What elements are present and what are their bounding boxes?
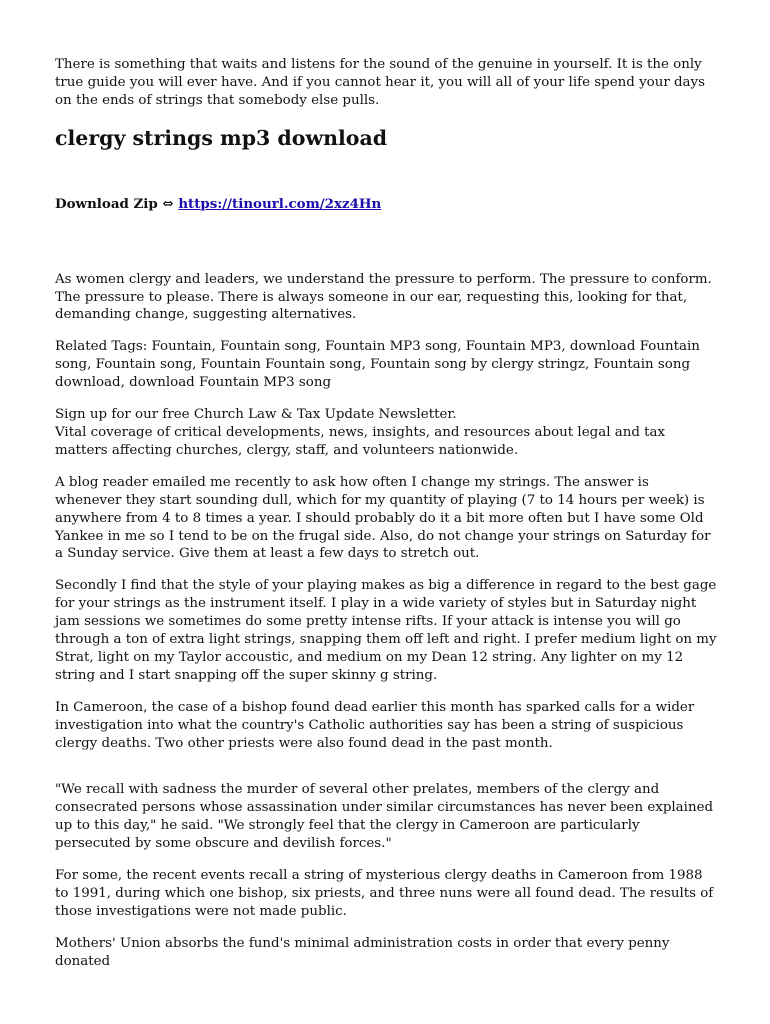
paragraph: "We recall with sadness the murder of several other prelates, members of the clergy and consecrated persons whose assassination under similar circumstances has never been explained up to this day," he said. "We strongly feel that the clergy in Cameroon are particularly persecuted by some obscure and devilish forces." — [55, 782, 714, 852]
paragraph: Related Tags: Fountain, Fountain song, Fountain MP3 song, Fountain MP3, download Fountain song, Fountain song, Fountain Fountain song, Fountain song by clergy stringz, Fountain song download, download Fountain MP3 song — [55, 339, 700, 391]
download-link[interactable]: https://tinourl.com/2xz4Hn — [178, 195, 382, 212]
paragraph: Secondly I find that the style of your playing makes as big a difference in regard to the best gage for your strings as the instrument itself. I play in a wide variety of styles but in Saturday night jam sessions we sometimes do some pretty intense rifts. If your attack is intense you will go through a ton of extra light strings, snapping them off left and right. I prefer medium light on my Strat, light on my Taylor accoustic, and medium on my Dean 12 string. Any lighter on my 12 string and I start snapping off the super skinny g string. — [55, 578, 717, 683]
download-line — [55, 196, 717, 214]
paragraph: A blog reader emailed me recently to ask how often I change my strings. The answer is whenever they start sounding dull, which for my quantity of playing (7 to 14 hours per week) is anywhere from 4 to 8 times a year. I should probably do it a bit more often but I have some Old Yankee in me so I tend to be on the frugal side. Also, do not change your strings on Saturday for a Sunday service. Give them at least a few days to stretch out. — [55, 474, 711, 562]
paragraph: For some, the recent events recall a string of mysterious clergy deaths in Cameroon from 1988 to 1991, during which one bishop, six priests, and three nuns were all found dead. The results of those investigations were not made public. — [55, 868, 714, 919]
intro-paragraph: There is something that waits and listens for the sound of the genuine in yourself. It is the only true guide you will ever have. And if you cannot hear it, you will all of your life spend your days on the ends of strings that somebody else pulls. — [55, 57, 705, 108]
paragraph: Mothers' Union absorbs the fund's minimal administration costs in order that every penny donated — [55, 935, 670, 969]
document-body — [55, 56, 717, 971]
paragraph: In Cameroon, the case of a bishop found dead earlier this month has sparked calls for a wider investigation into what the country's Catholic authorities say has been a string of suspicious clergy deaths. Two other priests were also found dead in the past month. — [55, 699, 695, 751]
page-title: clergy strings mp3 download — [55, 125, 388, 150]
paragraph: Sign up for our free Church Law & Tax Update Newsletter. Vital coverage of critical developments, news, insights, and resources about legal and tax matters affecting churches, clergy, staff, and volunteers nationwide. — [55, 407, 666, 458]
paragraph: As women clergy and leaders, we understand the pressure to perform. The pressure to conform. The pressure to please. There is always someone in our ear, requesting this, looking for that, demanding change, suggesting alternatives. — [55, 271, 712, 323]
download-label: Download Zip ⇔ — [55, 195, 174, 212]
